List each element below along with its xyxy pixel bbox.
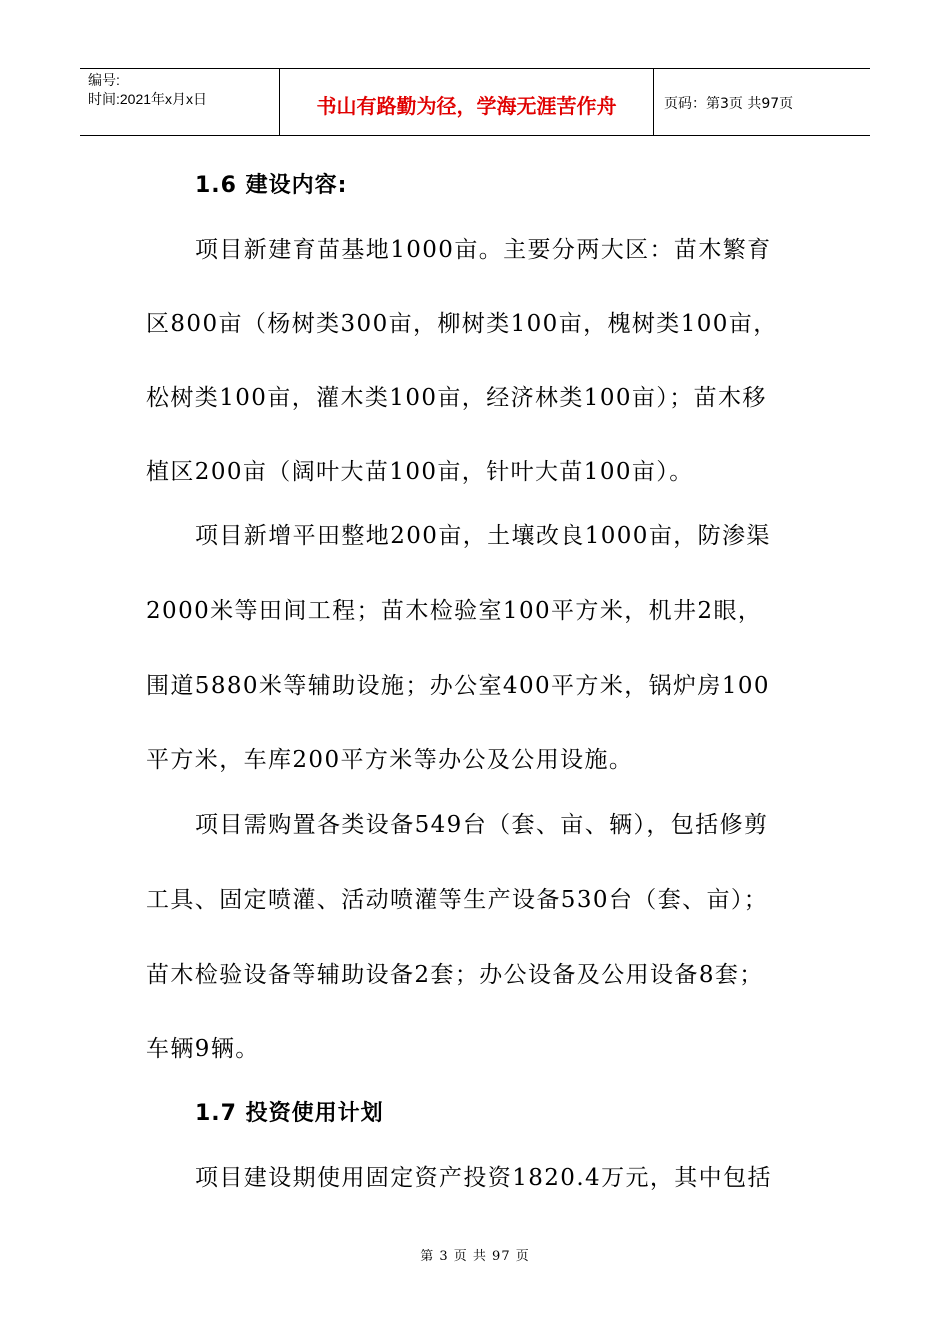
paragraph-line: 项目建设期使用固定资产投资1820.4万元，其中包括 xyxy=(195,1165,772,1191)
paragraph-line: 平方米，车库200平方米等办公及公用设施。 xyxy=(146,747,634,773)
document-date-label: 时间:2021年x月x日 xyxy=(88,91,208,107)
document-number-label: 编号: xyxy=(88,72,120,88)
paragraph-line: 项目新增平田整地200亩，土壤改良1000亩，防渗渠 xyxy=(195,523,771,549)
paragraph-line: 植区200亩（阔叶大苗100亩，针叶大苗100亩）。 xyxy=(146,459,694,485)
paragraph-line: 苗木检验设备等辅助设备2套；办公设备及公用设备8套； xyxy=(146,962,764,988)
header-motto: 书山有路勤为径，学海无涯苦作舟 xyxy=(280,69,654,135)
paragraph-line: 项目新建育苗基地1000亩。主要分两大区：苗木繁育 xyxy=(195,237,772,263)
paragraph-line: 项目需购置各类设备549台（套、亩、辆），包括修剪 xyxy=(195,812,769,838)
paragraph-line: 松树类100亩，灌木类100亩，经济林类100亩）；苗木移 xyxy=(146,385,767,411)
header-meta xyxy=(80,69,280,135)
paragraph-line: 围道5880米等辅助设施；办公室400平方米，锅炉房100 xyxy=(146,673,770,699)
page-footer: 第 3 页 共 97 页 xyxy=(420,1249,530,1264)
paragraph-line: 2000米等田间工程；苗木检验室100平方米，机井2眼， xyxy=(146,598,763,624)
paragraph-line: 区800亩（杨树类300亩，柳树类100亩，槐树类100亩， xyxy=(146,311,778,337)
page-header xyxy=(80,68,870,136)
section-heading-1-6: 1.6 建设内容: xyxy=(195,173,348,198)
header-page-info: 页码：第3页 共97页 xyxy=(664,96,794,112)
paragraph-line: 工具、固定喷灌、活动喷灌等生产设备530台（套、亩）； xyxy=(146,887,769,913)
paragraph-line: 车辆9辆。 xyxy=(146,1036,260,1062)
section-heading-1-7: 1.7 投资使用计划 xyxy=(195,1101,384,1126)
